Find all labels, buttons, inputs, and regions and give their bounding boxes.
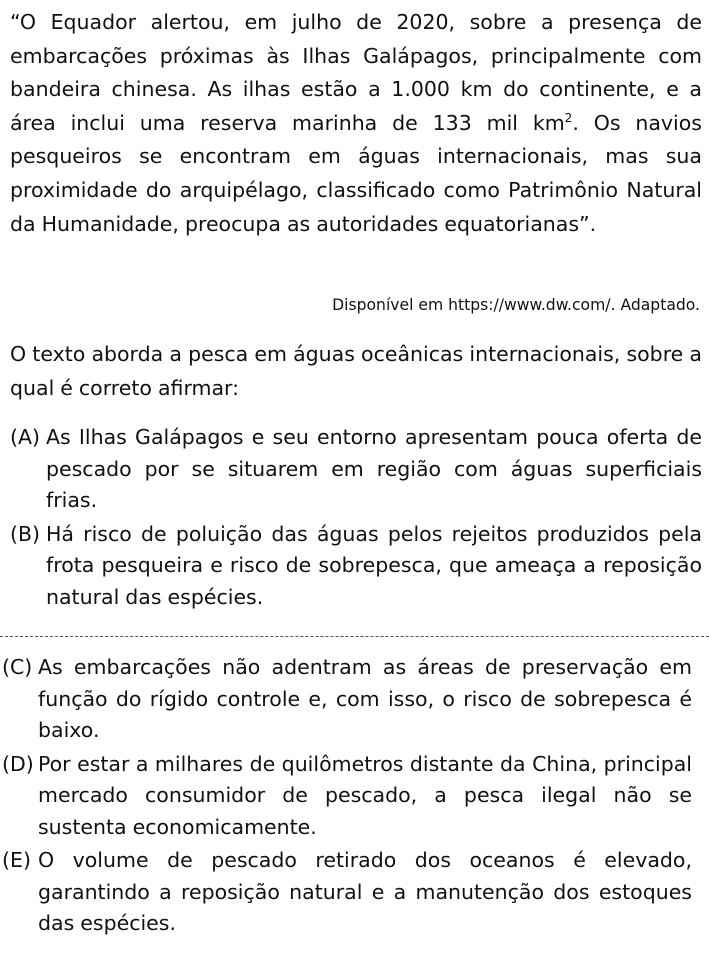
quote-superscript: 2	[564, 110, 573, 125]
question-stem: O texto aborda a pesca em águas oceânicas internacionais, sobre a qual é correto afirmar:	[10, 342, 702, 400]
option-e-text: O volume de pescado retirado dos oceanos é elevado, garantindo a reposição natural e a manutenção dos estoques das espécies.	[38, 848, 692, 935]
option-c-text: As embarcações não adentram as áreas de preservação em função do rígido controle e, com isso, o risco de sobrepesca é baixo.	[38, 655, 692, 742]
option-d-letter: (D)	[2, 751, 34, 776]
option-e	[2, 845, 692, 940]
option-d	[2, 749, 692, 844]
quote-text: “O Equador alertou, em julho de 2020, sobre a presença de embarcações próximas às Ilhas Galápagos, principalmente com bandeira chinesa. As ilhas estão a 1.000 km do continente, e a área inclui uma reserva marinha de 133 mil km	[10, 10, 702, 135]
option-d-text: Por estar a milhares de quilômetros distante da China, principal mercado consumidor de pescado, a pesca ilegal não se sustenta economicamente.	[38, 751, 692, 839]
option-a-text: As Ilhas Galápagos e seu entorno apresentam pouca oferta de pescado por se situarem em região com águas superficiais frias.	[46, 425, 702, 512]
option-b-text: Há risco de poluição das águas pelos rejeitos produzidos pela frota pesqueira e risco de sobrepesca, que ameaça a reposição natural das espécies.	[46, 521, 702, 609]
quote-paragraph	[10, 6, 702, 241]
quote-text-continued: . Os navios pesqueiros se encontram em águas internacionais, mas sua proximidade do arquipélago, classificado como Patrimônio Natural da Humanidade, preocupa as autoridades equatorianas”.	[10, 110, 702, 236]
option-b	[10, 519, 702, 614]
dashed-divider	[0, 636, 709, 637]
option-a-letter: (A)	[10, 425, 41, 449]
option-b-letter: (B)	[10, 521, 41, 546]
source-citation: Disponível em https://www.dw.com/. Adaptado.	[332, 296, 700, 314]
options-group-top	[10, 422, 702, 613]
option-e-letter: (E)	[2, 848, 31, 872]
options-group-bottom	[2, 652, 692, 940]
option-c-letter: (C)	[2, 655, 33, 679]
option-a	[10, 422, 702, 517]
option-c	[2, 652, 692, 747]
